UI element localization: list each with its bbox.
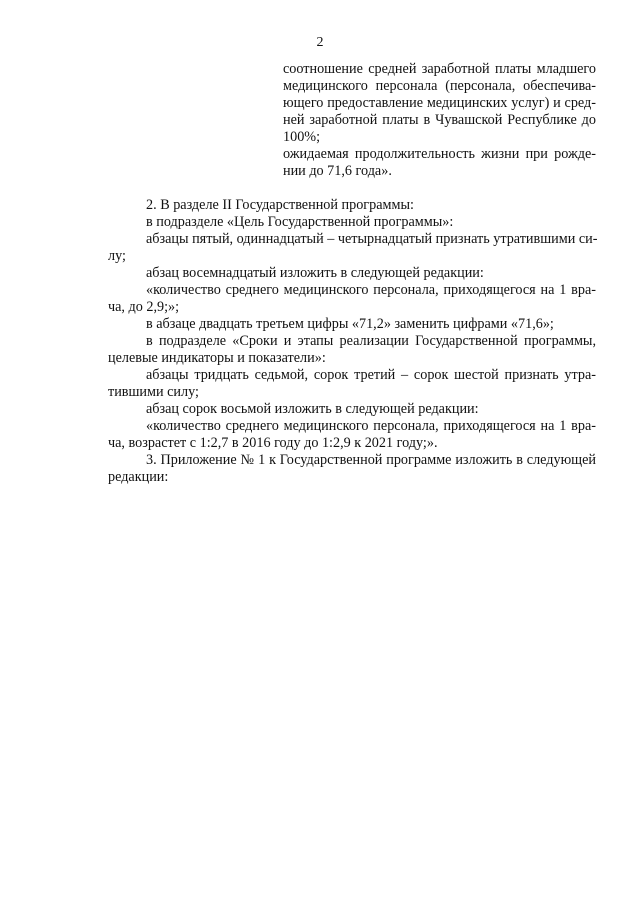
text-line: соотношение средней заработной платы младшего: [283, 61, 596, 77]
section-heading-line: 2. В разделе II Государственной программы:: [146, 197, 414, 213]
text-line: ней заработной платы в Чувашской Республике до: [283, 112, 596, 128]
text-line: абзац сорок восьмой изложить в следующей редакции:: [146, 401, 479, 417]
text-line: нии до 71,6 года».: [283, 163, 392, 179]
text-line: целевые индикаторы и показатели»:: [108, 350, 326, 366]
section-heading-line: 3. Приложение № 1 к Государственной программе изложить в следующей: [146, 452, 596, 468]
text-line: «количество среднего медицинского персонала, приходящегося на 1 вра-: [146, 418, 596, 434]
text-line: в подразделе «Цель Государственной программы»:: [146, 214, 454, 230]
text-line: абзацы тридцать седьмой, сорок третий – сорок шестой признать утра-: [146, 367, 596, 383]
text-line: абзацы пятый, одиннадцатый – четырнадцатый признать утратившими си-: [146, 231, 598, 247]
amendments-body: [108, 197, 596, 486]
text-line: «количество среднего медицинского персонала, приходящегося на 1 вра-: [146, 282, 596, 298]
text-line: ча, до 2,9;»;: [108, 299, 180, 315]
text-line: в подразделе «Сроки и этапы реализации Государственной программы,: [146, 333, 596, 349]
page-number: 2: [316, 35, 324, 50]
text-line: лу;: [108, 248, 126, 264]
text-line: в абзаце двадцать третьем цифры «71,2» заменить цифрами «71,6»;: [146, 316, 554, 332]
text-line: редакции:: [108, 469, 169, 485]
text-line: медицинского персонала (персонала, обеспечива-: [283, 78, 596, 94]
text-line: ющего предоставление медицинских услуг) и сред-: [283, 95, 596, 111]
text-line: тившими силу;: [108, 384, 199, 400]
text-line: ожидаемая продолжительность жизни при рожде-: [283, 146, 596, 162]
text-line: 100%;: [283, 129, 321, 145]
continued-indicators-list: [283, 61, 596, 180]
text-line: ча, возрастет с 1:2,7 в 2016 году до 1:2,9 к 2021 году;».: [108, 435, 438, 451]
text-line: абзац восемнадцатый изложить в следующей редакции:: [146, 265, 484, 281]
